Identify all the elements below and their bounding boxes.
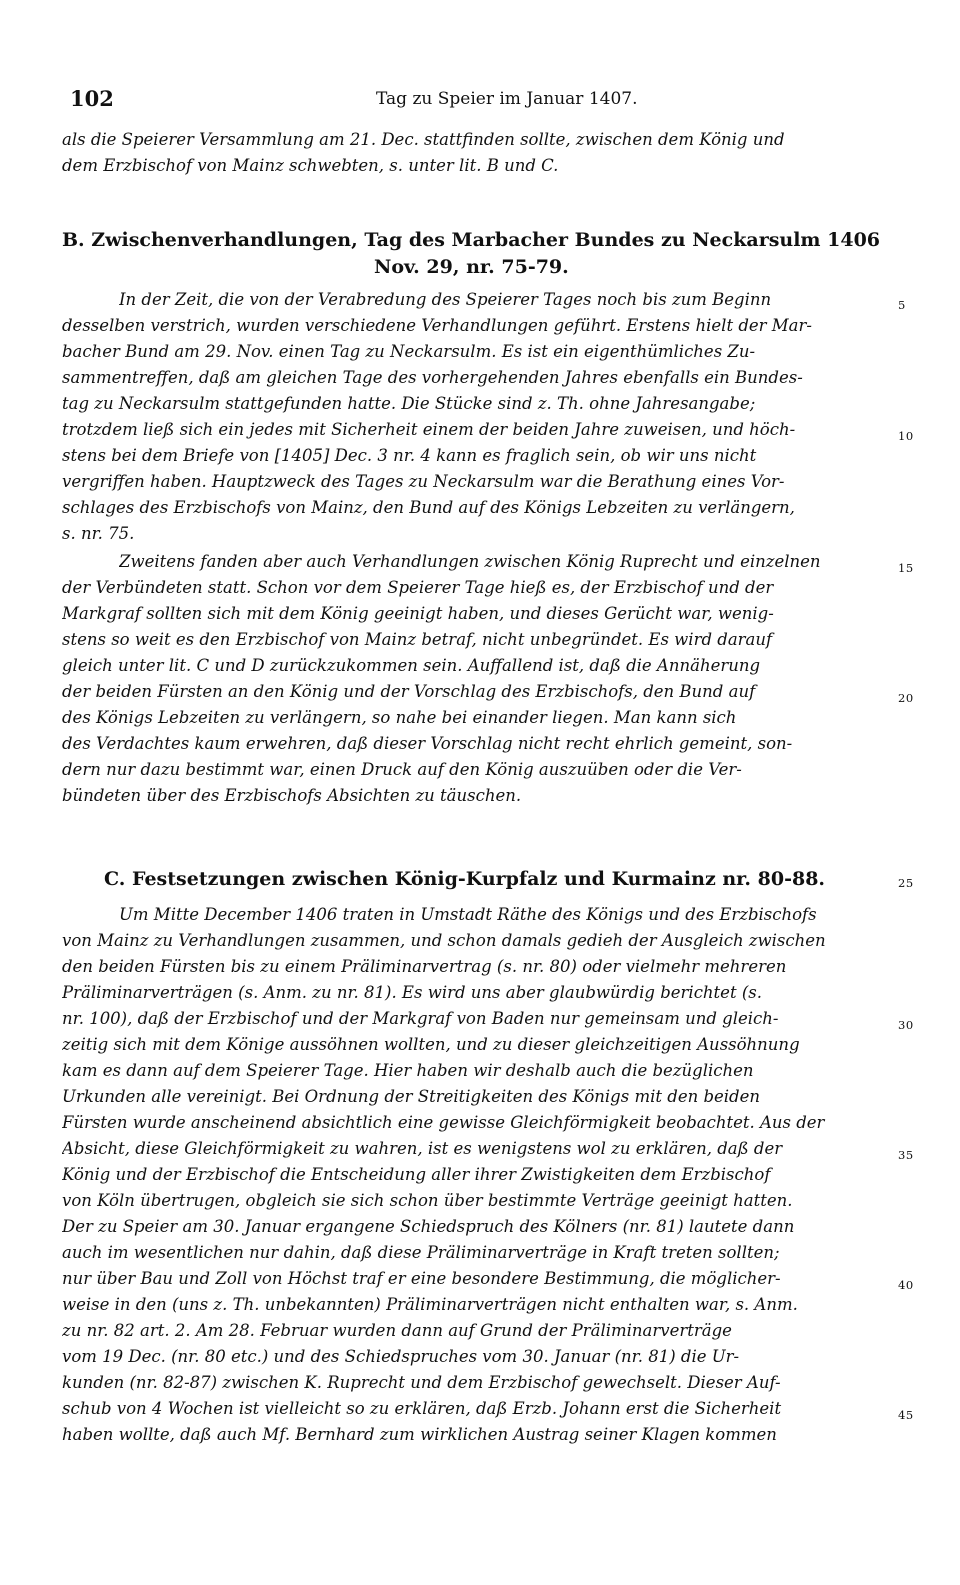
section-c-line: Der zu Speier am 30. Januar ergangene Schiedspruch des Kölners (nr. 81) lautete dann: [62, 1217, 795, 1236]
intro-line: dem Erzbischof von Mainz schwebten, s. unter lit. B und C.: [62, 156, 559, 175]
section-c-line: den beiden Fürsten bis zu einem Präliminarvertrag (s. nr. 80) oder vielmehr mehreren: [62, 957, 787, 976]
margin-line-number: 20: [898, 691, 914, 705]
section-c-line: König und der Erzbischof die Entscheidung aller ihrer Zwistigkeiten dem Erzbischof: [62, 1165, 771, 1184]
section-b-line: stens bei dem Briefe von [1405] Dec. 3 nr. 4 kann es fraglich sein, ob wir uns nicht: [62, 446, 757, 465]
section-b-heading: B. Zwischenverhandlungen, Tag des Marbacher Bundes zu Neckarsulm 1406: [62, 229, 881, 251]
margin-line-number: 45: [898, 1408, 914, 1422]
section-c-line: Präliminarverträgen (s. Anm. zu nr. 81). Es wird uns aber glaubwürdig berichtet (s.: [62, 983, 762, 1002]
margin-line-number: 35: [898, 1148, 914, 1162]
section-c-line: schub von 4 Wochen ist vielleicht so zu erklären, daß Erzb. Johann erst die Sicherheit: [62, 1399, 782, 1418]
section-b-line: sammentreffen, daß am gleichen Tage des vorhergehenden Jahres ebenfalls ein Bundes-: [62, 368, 803, 387]
section-c-line: kam es dann auf dem Speierer Tage. Hier haben wir deshalb auch die bezüglichen: [62, 1061, 754, 1080]
section-b-line: tag zu Neckarsulm stattgefunden hatte. Die Stücke sind z. Th. ohne Jahresangabe;: [62, 394, 756, 413]
section-b-heading-cont: Nov. 29, nr. 75-79.: [374, 256, 569, 278]
section-b-line: In der Zeit, die von der Verabredung des Speierer Tages noch bis zum Beginn: [119, 290, 772, 309]
section-c-line: Um Mitte December 1406 traten in Umstadt Räthe des Königs und des Erzbischofs: [119, 905, 817, 924]
margin-line-number: 5: [898, 298, 906, 312]
section-b-line: bündeten über des Erzbischofs Absichten zu täuschen.: [62, 786, 522, 805]
section-b-line: s. nr. 75.: [62, 524, 135, 543]
section-c-line: nur über Bau und Zoll von Höchst traf er eine besondere Bestimmung, die möglicher-: [62, 1269, 781, 1288]
margin-line-number: 15: [898, 561, 914, 575]
margin-line-number: 10: [898, 429, 914, 443]
section-c-line: von Köln übertrugen, obgleich sie sich schon über bestimmte Verträge geeinigt hatten.: [62, 1191, 793, 1210]
page-header: [70, 86, 900, 116]
intro-line: als die Speierer Versammlung am 21. Dec. stattfinden sollte, zwischen dem König und: [62, 130, 785, 149]
section-b-line: Zweitens fanden aber auch Verhandlungen zwischen König Ruprecht und einzelnen: [119, 552, 821, 571]
section-c-line: vom 19 Dec. (nr. 80 etc.) und des Schiedspruches vom 30. Januar (nr. 81) die Ur-: [62, 1347, 740, 1366]
section-c-line: zeitig sich mit dem Könige aussöhnen wollten, und zu dieser gleichzeitigen Aussöhnung: [62, 1035, 800, 1054]
section-c-line: nr. 100), daß der Erzbischof und der Markgraf von Baden nur gemeinsam und gleich-: [62, 1009, 779, 1028]
section-b-line: des Königs Lebzeiten zu verlängern, so nahe bei einander liegen. Man kann sich: [62, 708, 737, 727]
section-b-line: der Verbündeten statt. Schon vor dem Speierer Tage hieß es, der Erzbischof und der: [62, 578, 774, 597]
section-b-line: dern nur dazu bestimmt war, einen Druck auf den König auszuüben oder die Ver-: [62, 760, 742, 779]
section-b-line: bacher Bund am 29. Nov. einen Tag zu Neckarsulm. Es ist ein eigenthümliches Zu-: [62, 342, 756, 361]
section-b-line: trotzdem ließ sich ein jedes mit Sicherheit einem der beiden Jahre zuweisen, und höch-: [62, 420, 796, 439]
section-c-line: kunden (nr. 82-87) zwischen K. Ruprecht und dem Erzbischof gewechselt. Dieser Auf-: [62, 1373, 781, 1392]
section-c-line: von Mainz zu Verhandlungen zusammen, und schon damals gedieh der Ausgleich zwischen: [62, 931, 826, 950]
section-b-line: schlages des Erzbischofs von Mainz, den Bund auf des Königs Lebzeiten zu verlängern,: [62, 498, 795, 517]
section-b-line: desselben verstrich, wurden verschiedene Verhandlungen geführt. Erstens hielt der Mar-: [62, 316, 812, 335]
section-c-line: zu nr. 82 art. 2. Am 28. Februar wurden dann auf Grund der Präliminarverträge: [62, 1321, 732, 1340]
running-head: Tag zu Speier im Januar 1407.: [376, 89, 638, 109]
margin-line-number: 30: [898, 1018, 914, 1032]
section-c-line: Fürsten wurde anscheinend absichtlich eine gewisse Gleichförmigkeit beobachtet. Aus der: [62, 1113, 825, 1132]
section-b-line: gleich unter lit. C und D zurückzukommen sein. Auffallend ist, daß die Annäherung: [62, 656, 761, 675]
section-b-line: stens so weit es den Erzbischof von Mainz betraf, nicht unbegründet. Es wird darauf: [62, 630, 773, 649]
section-c-line: Absicht, diese Gleichförmigkeit zu wahren, ist es wenigstens wol zu erklären, daß der: [62, 1139, 783, 1158]
margin-line-number: 25: [898, 876, 914, 890]
section-b-line: Markgraf sollten sich mit dem König geeinigt haben, und dieses Gerücht war, wenig-: [62, 604, 774, 623]
section-c-line: haben wollte, daß auch Mf. Bernhard zum wirklichen Austrag seiner Klagen kommen: [62, 1425, 777, 1444]
section-c-line: Urkunden alle vereinigt. Bei Ordnung der Streitigkeiten des Königs mit den beiden: [62, 1087, 761, 1106]
section-b-line: des Verdachtes kaum erwehren, daß dieser Vorschlag nicht recht ehrlich gemeint, son-: [62, 734, 793, 753]
margin-line-number: 40: [898, 1278, 914, 1292]
section-b-line: der beiden Fürsten an den König und der Vorschlag des Erzbischofs, den Bund auf: [62, 682, 756, 701]
section-b-line: vergriffen haben. Hauptzweck des Tages zu Neckarsulm war die Berathung eines Vor-: [62, 472, 785, 491]
section-c-line: auch im wesentlichen nur dahin, daß diese Präliminarverträge in Kraft treten sollten;: [62, 1243, 780, 1262]
section-c-line: weise in den (uns z. Th. unbekannten) Präliminarverträgen nicht enthalten war, s. Anm.: [62, 1295, 798, 1314]
section-c-heading: C. Festsetzungen zwischen König-Kurpfalz und Kurmainz nr. 80-88.: [104, 868, 826, 890]
page-number: 102: [70, 86, 114, 111]
